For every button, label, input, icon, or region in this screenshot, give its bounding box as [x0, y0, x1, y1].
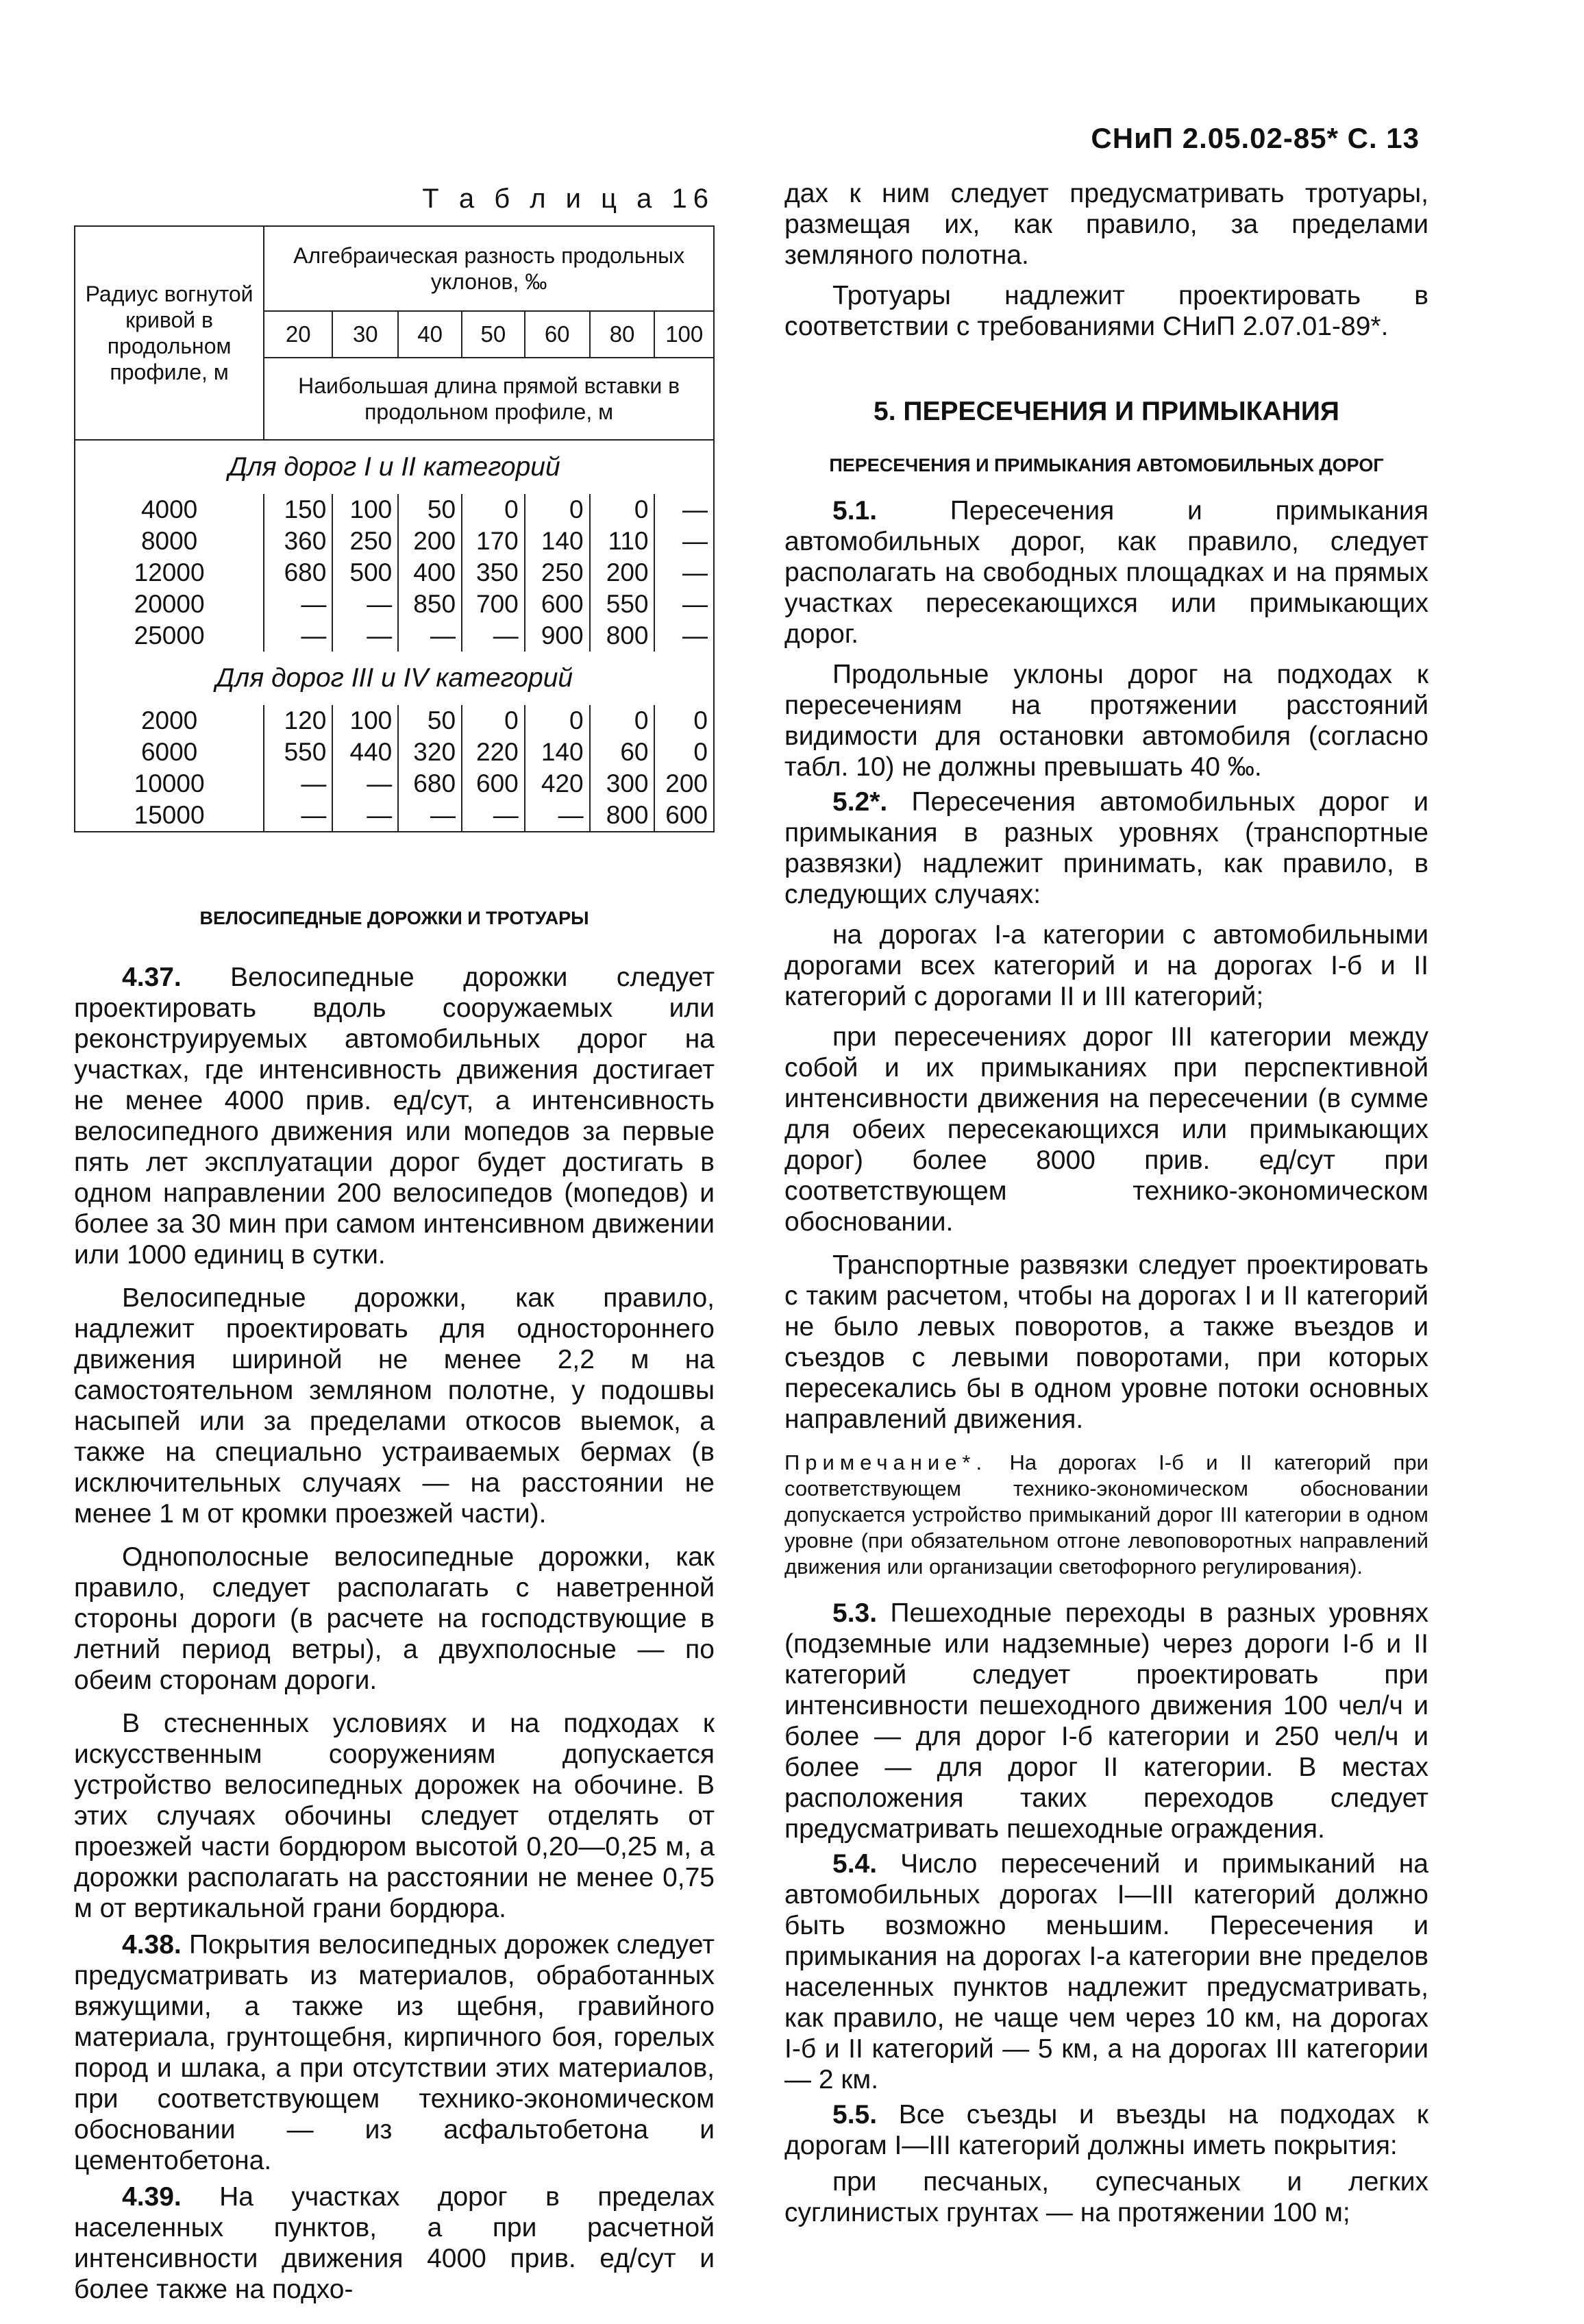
paragraph: Однополосные велосипедные дорожки, как правило, следует располагать с наветренной стороны дороги (в расчете на господствующие в летний период ветры), а двухполосные — по обеим сторонам дороги. — [74, 1542, 715, 1695]
clause-number: 4.37. — [122, 963, 182, 992]
slope-cell: 60 — [525, 311, 590, 358]
value-cell: 850 — [398, 589, 462, 620]
table-row — [75, 494, 714, 526]
value-cell: 0 — [590, 705, 655, 737]
value-cell: 100 — [332, 705, 398, 737]
table-row — [75, 768, 714, 800]
clause-number: 5.4. — [832, 1849, 878, 1879]
paragraph: дах к ним следует предусматривать тротуары, размещая их, как правило, за пределами земляного полотна. — [784, 179, 1428, 270]
radius-cell: 12000 — [75, 557, 264, 589]
value-cell: 50 — [398, 705, 462, 737]
slope-cell: 40 — [398, 311, 462, 358]
value-cell: — — [332, 589, 398, 620]
paragraph: при песчаных, супесчаных и легких суглинистых грунтах — на протяжении 100 м; — [784, 2167, 1428, 2227]
paragraph-text: Пересечения автомобильных дорог и примыкания в разных уровнях (транспортные развязки) надлежит принимать, как правило, в следующих случаях: — [784, 787, 1428, 909]
paragraph-5-1 — [784, 495, 1428, 650]
value-cell: 600 — [525, 589, 590, 620]
value-cell: — — [264, 620, 332, 652]
clause-number: 4.38. — [122, 1930, 182, 1960]
note-label: Примечание*. — [784, 1450, 988, 1474]
value-cell: 0 — [590, 494, 655, 526]
table-row — [75, 589, 714, 620]
value-cell: — — [264, 768, 332, 800]
radius-cell: 15000 — [75, 800, 264, 832]
value-cell: 360 — [264, 526, 332, 557]
value-cell: 60 — [590, 737, 655, 768]
value-cell: 200 — [654, 768, 714, 800]
table-16 — [74, 225, 715, 832]
value-cell: 250 — [525, 557, 590, 589]
value-cell: 170 — [462, 526, 525, 557]
value-cell: 800 — [590, 800, 655, 832]
value-cell: 150 — [264, 494, 332, 526]
paragraph-4-39 — [74, 2181, 715, 2305]
value-cell: 600 — [462, 768, 525, 800]
value-cell: 220 — [462, 737, 525, 768]
subsection-title: ПЕРЕСЕЧЕНИЯ И ПРИМЫКАНИЯ АВТОМОБИЛЬНЫХ ДОРОГ — [829, 455, 1384, 475]
clause-number: 4.39. — [122, 2182, 182, 2212]
col-header-length: Наибольшая длина прямой вставки в продольном профиле, м — [264, 358, 714, 440]
value-cell: — — [332, 800, 398, 832]
group-title: Для дорог III и IV категорий — [75, 652, 714, 705]
table-label: Т а б л и ц а 16 — [422, 184, 715, 214]
clause-number: 5.2*. — [832, 787, 888, 817]
group-rows — [75, 705, 714, 832]
right-column — [784, 178, 1428, 2228]
value-cell: 120 — [264, 705, 332, 737]
value-cell: 680 — [398, 768, 462, 800]
value-cell: 100 — [332, 494, 398, 526]
value-cell: 350 — [462, 557, 525, 589]
value-cell: — — [398, 620, 462, 652]
value-cell: — — [525, 800, 590, 832]
table-row — [75, 705, 714, 737]
table-row — [75, 620, 714, 652]
value-cell: 110 — [590, 526, 655, 557]
paragraph-text: Число пересечений и примыканий на автомобильных дорогах I—III категорий должно быть возможно меньшим. Пересечения и примыкания на дорогах I-а категории вне пределов населенных пунктов надлежит предусматривать, как правило, не чаще чем через 10 км, на дорогах I-б и II категорий — 5 км, а на дорогах III категории — 2 км. — [784, 1849, 1428, 2094]
left-column — [74, 178, 715, 2305]
value-cell: 140 — [525, 737, 590, 768]
col-header-radius: Радиус вогнутой кривой в продольном профиле, м — [75, 226, 264, 440]
radius-cell: 4000 — [75, 494, 264, 526]
paragraph-text: Покрытия велосипедных дорожек следует предусматривать из материалов, обработанных вяжущими, а также из щебня, гравийного материала, грунтощебня, кирпичного боя, горелых пород и шлака, а при отсутствии этих материалов, при соответствующем технико-экономическом обосновании — из асфальтобетона и цементобетона. — [74, 1930, 715, 2175]
value-cell: 140 — [525, 526, 590, 557]
value-cell: 0 — [654, 705, 714, 737]
paragraph-text: Все съезды и въезды на подходах к дорогам I—III категорий должны иметь покрытия: — [784, 2100, 1428, 2160]
value-cell: — — [398, 800, 462, 832]
value-cell: — — [654, 589, 714, 620]
value-cell: — — [654, 494, 714, 526]
radius-cell: 20000 — [75, 589, 264, 620]
paragraph-4-38 — [74, 1929, 715, 2176]
slope-cell: 50 — [462, 311, 525, 358]
value-cell: 320 — [398, 737, 462, 768]
value-cell: — — [264, 800, 332, 832]
value-cell: — — [332, 768, 398, 800]
radius-cell: 10000 — [75, 768, 264, 800]
value-cell: — — [264, 589, 332, 620]
value-cell: 0 — [462, 494, 525, 526]
paragraph: Продольные уклоны дорог на подходах к пересечениям на протяжении расстояний видимости для остановки автомобиля (согласно табл. 10) не должны превышать 40 ‰. — [784, 660, 1428, 782]
page-header: СНиП 2.05.02-85* С. 13 — [1091, 122, 1420, 154]
slope-cell: 30 — [332, 311, 398, 358]
paragraph-5-5 — [784, 2099, 1428, 2161]
value-cell: 400 — [398, 557, 462, 589]
value-cell: 600 — [654, 800, 714, 832]
value-cell: 0 — [525, 705, 590, 737]
value-cell: 0 — [525, 494, 590, 526]
slope-cell: 20 — [264, 311, 332, 358]
paragraph-5-3 — [784, 1598, 1428, 1844]
clause-number: 5.5. — [832, 2100, 878, 2129]
value-cell: 680 — [264, 557, 332, 589]
paragraph: Велосипедные дорожки, как правило, надлежит проектировать для одностороннего движения шириной не менее 2,2 м на самостоятельном земляном полотне, у подошвы насыпей или за пределами откосов выемок, а также на специально устраиваемых бермах (в исключительных случаях — на расстоянии не менее 1 м от кромки проезжей части). — [74, 1283, 715, 1529]
clause-number: 5.1. — [832, 496, 878, 526]
value-cell: — — [462, 800, 525, 832]
value-cell: 0 — [462, 705, 525, 737]
paragraph-text: Велосипедные дорожки следует проектировать вдоль сооружаемых или реконструируемых автомобильных дорог на участках, где интенсивность движения достигает не менее 4000 прив. ед/сут, а интенсивность велосипедного движения или мопедов за первые пять лет эксплуатации дорог будет достигать в одном направлении 200 велосипедов (мопедов) и более за 30 мин при самом интенсивном движении или 1000 единиц в сутки. — [74, 963, 715, 1270]
clause-number: 5.3. — [832, 1598, 878, 1628]
value-cell: 800 — [590, 620, 655, 652]
paragraph-5-4 — [784, 1849, 1428, 2095]
value-cell: — — [462, 620, 525, 652]
value-cell: 200 — [590, 557, 655, 589]
value-cell: 440 — [332, 737, 398, 768]
paragraph-text: Пересечения и примыкания автомобильных дорог, как правило, следует располагать на свободных площадках и на прямых участках пересекающихся или примыкающих дорог. — [784, 496, 1428, 649]
value-cell: 50 — [398, 494, 462, 526]
slope-cell: 80 — [590, 311, 655, 358]
paragraph-text: Пешеходные переходы в разных уровнях (подземные или надземные) через дороги I-б и II категорий следует проектировать при интенсивности пешеходного движения 100 чел/ч и более — для дорог I-б категории и 250 чел/ч и более — для дорог II категории. В местах расположения таких переходов следует предусматривать пешеходные ограждения. — [784, 1598, 1428, 1844]
table-row — [75, 800, 714, 832]
value-cell: 420 — [525, 768, 590, 800]
paragraph: В стесненных условиях и на подходах к искусственным сооружениям допускается устройство велосипедных дорожек на обочине. В этих случаях обочины следует отделять от проезжей части бордюром высотой 0,20—0,25 м, а дорожки располагать на расстоянии не менее 0,75 м от вертикальной грани бордюра. — [74, 1709, 715, 1923]
value-cell: 700 — [462, 589, 525, 620]
paragraph-text: На участках дорог в пределах населенных пунктов, а при расчетной интенсивности движения 4000 прив. ед/сут и более также на подхо- — [74, 2182, 715, 2304]
group-title: Для дорог I и II категорий — [75, 440, 714, 494]
value-cell: 0 — [654, 737, 714, 768]
value-cell: — — [654, 620, 714, 652]
col-header-diff: Алгебраическая разность продольных уклонов, ‰ — [264, 226, 714, 311]
radius-cell: 8000 — [75, 526, 264, 557]
note-text: На дорогах I-б и II категорий при соответствующем технико-экономическом обосновании допускается устройство примыканий дорог III категории в одном уровне (при обязательном отгоне левоповоротных направлений движения или организации светофорного регулирования). — [784, 1450, 1428, 1579]
radius-cell: 25000 — [75, 620, 264, 652]
value-cell: 300 — [590, 768, 655, 800]
value-cell: 550 — [590, 589, 655, 620]
paragraph: на дорогах I-а категории с автомобильными дорогами всех категорий и на дорогах I-б и II категорий с дорогами II и III категорий; — [784, 920, 1428, 1011]
value-cell: 250 — [332, 526, 398, 557]
subhead-bicycle: ВЕЛОСИПЕДНЫЕ ДОРОЖКИ И ТРОТУАРЫ — [199, 908, 589, 928]
radius-cell: 6000 — [75, 737, 264, 768]
value-cell: — — [332, 620, 398, 652]
paragraph: Транспортные развязки следует проектировать с таким расчетом, чтобы на дорогах I и II категорий не было левых поворотов, а также въездов и съездов с левыми поворотами, при которых пересекались бы в одном уровне потоки основных направлений движения. — [784, 1250, 1428, 1434]
radius-cell: 2000 — [75, 705, 264, 737]
paragraph-4-37 — [74, 962, 715, 1270]
paragraph: при пересечениях дорог III категории между собой и их примыканиях при перспективной интенсивности движения на пересечении (в сумме для обеих пересекающихся или примыкающих дорог) более 8000 прив. ед/сут при соответствующем технико-экономическом обосновании. — [784, 1022, 1428, 1237]
table-row — [75, 737, 714, 768]
section-title: 5. ПЕРЕСЕЧЕНИЯ И ПРИМЫКАНИЯ — [874, 397, 1339, 426]
slope-cell: 100 — [654, 311, 714, 358]
value-cell: — — [654, 557, 714, 589]
value-cell: — — [654, 526, 714, 557]
table-row — [75, 557, 714, 589]
paragraph-5-2 — [784, 787, 1428, 910]
value-cell: 200 — [398, 526, 462, 557]
paragraph: Тротуары надлежит проектировать в соответствии с требованиями СНиП 2.07.01-89*. — [784, 281, 1428, 341]
value-cell: 550 — [264, 737, 332, 768]
table-row — [75, 526, 714, 557]
value-cell: 500 — [332, 557, 398, 589]
note — [784, 1450, 1428, 1580]
value-cell: 900 — [525, 620, 590, 652]
group-rows — [75, 494, 714, 652]
